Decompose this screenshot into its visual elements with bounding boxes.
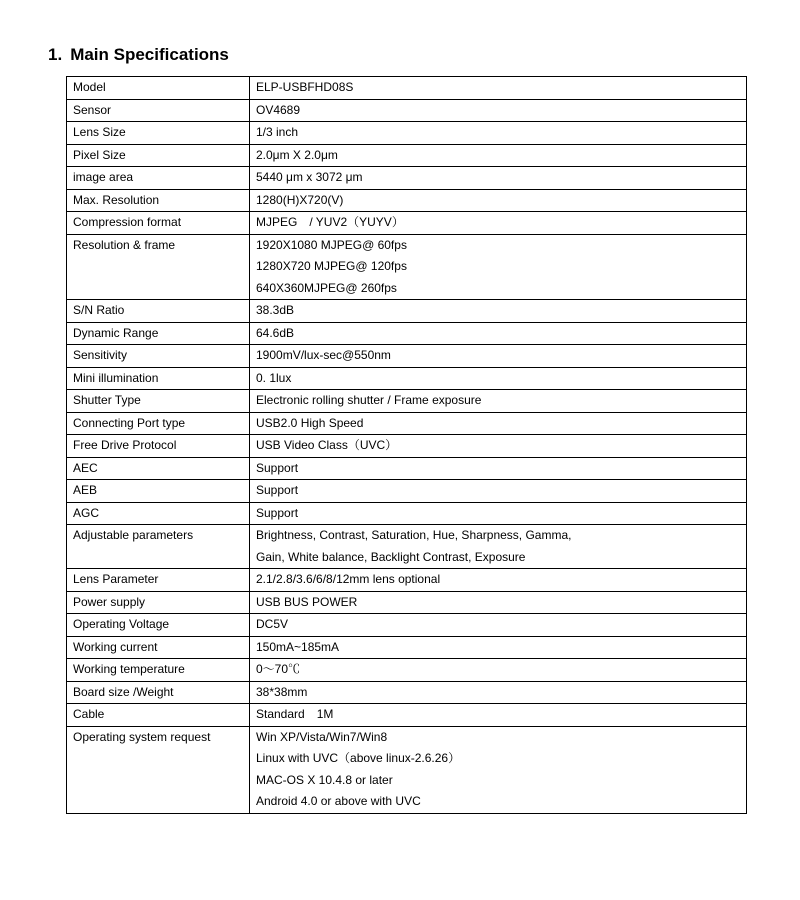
spec-row — [67, 212, 747, 235]
spec-value-cell — [250, 614, 747, 637]
spec-label-cell — [67, 189, 250, 212]
spec-value-cell — [250, 480, 747, 503]
spec-label: Connecting Port type — [73, 415, 186, 430]
spec-value: ELP-USBFHD08S — [256, 80, 354, 94]
spec-row — [67, 435, 747, 458]
spec-value-cell — [250, 300, 747, 323]
spec-value: Win XP/Vista/Win7/Win8 — [256, 729, 388, 744]
spec-label: AGC — [73, 505, 100, 520]
spec-value: Standard 1M — [256, 707, 334, 721]
spec-label-cell — [67, 569, 250, 592]
spec-value-cell — [250, 167, 747, 190]
spec-value: 1/3 inch — [256, 125, 299, 139]
spec-value-cell — [250, 390, 747, 413]
spec-label: AEC — [73, 460, 98, 475]
spec-value-cell — [250, 591, 747, 614]
spec-label-cell — [67, 367, 250, 390]
spec-row — [67, 167, 747, 190]
spec-value: Linux with UVC（above linux-2.6.26） — [256, 751, 461, 765]
spec-label-cell — [67, 457, 250, 480]
spec-value: Support — [256, 505, 299, 520]
spec-label-cell — [67, 726, 250, 813]
section-heading — [48, 45, 229, 65]
spec-label: AEB — [73, 483, 98, 497]
spec-label: S/N Ratio — [73, 303, 125, 317]
spec-label-cell — [67, 704, 250, 727]
spec-row — [67, 525, 747, 569]
spec-label-cell — [67, 144, 250, 167]
spec-label: Pixel Size — [73, 147, 126, 162]
spec-row — [67, 322, 747, 345]
spec-value-cell — [250, 659, 747, 682]
spec-value-cell — [250, 144, 747, 167]
spec-label-cell — [67, 614, 250, 637]
spec-label: Free Drive Protocol — [73, 438, 177, 452]
spec-label-cell — [67, 681, 250, 704]
spec-value-cell — [250, 234, 747, 300]
spec-label-cell — [67, 525, 250, 569]
spec-value: MJPEG / YUV2（YUYV） — [256, 215, 404, 229]
spec-label: Dynamic Range — [73, 325, 159, 340]
spec-value-cell — [250, 704, 747, 727]
spec-value-cell — [250, 457, 747, 480]
spec-label-cell — [67, 435, 250, 458]
spec-row — [67, 122, 747, 145]
spec-row — [67, 367, 747, 390]
spec-row — [67, 681, 747, 704]
spec-value: USB BUS POWER — [256, 594, 358, 609]
spec-label-cell — [67, 77, 250, 100]
spec-label-cell — [67, 659, 250, 682]
spec-value: 150mA~185mA — [256, 639, 340, 654]
spec-label-cell — [67, 591, 250, 614]
spec-value: 38.3dB — [256, 303, 295, 317]
spec-row — [67, 144, 747, 167]
spec-value: Electronic rolling shutter / Frame exposure — [256, 393, 482, 407]
spec-label: Adjustable parameters — [73, 528, 194, 542]
spec-label: Sensitivity — [73, 348, 128, 362]
spec-row — [67, 390, 747, 413]
spec-label-cell — [67, 212, 250, 235]
spec-label-cell — [67, 122, 250, 145]
spec-value: MAC-OS X 10.4.8 or later — [256, 772, 393, 787]
spec-label-cell — [67, 99, 250, 122]
spec-label-cell — [67, 345, 250, 368]
spec-row — [67, 614, 747, 637]
specifications-table-body — [67, 77, 747, 814]
spec-value-cell — [250, 681, 747, 704]
spec-value: Support — [256, 460, 299, 475]
section-title: Main Specifications — [70, 45, 229, 64]
spec-label: Compression format — [73, 215, 182, 229]
spec-value-cell — [250, 189, 747, 212]
spec-label: Max. Resolution — [73, 192, 160, 207]
spec-label-cell — [67, 390, 250, 413]
spec-label: Lens Size — [73, 125, 126, 139]
spec-label: Operating system request — [73, 729, 211, 744]
spec-value-cell — [250, 636, 747, 659]
spec-value-cell — [250, 726, 747, 813]
spec-value: USB2.0 High Speed — [256, 415, 364, 430]
spec-label-cell — [67, 234, 250, 300]
spec-value-cell — [250, 502, 747, 525]
spec-label: image area — [73, 170, 134, 184]
spec-value-cell — [250, 122, 747, 145]
spec-row — [67, 345, 747, 368]
spec-label-cell — [67, 300, 250, 323]
spec-label-cell — [67, 167, 250, 190]
spec-row — [67, 704, 747, 727]
spec-value: 1280(H)X720(V) — [256, 192, 344, 207]
spec-value: 64.6dB — [256, 325, 295, 340]
spec-label-cell — [67, 322, 250, 345]
spec-value-cell — [250, 525, 747, 569]
spec-value: DC5V — [256, 617, 289, 631]
spec-label: Lens Parameter — [73, 572, 159, 586]
spec-row — [67, 636, 747, 659]
spec-row — [67, 502, 747, 525]
spec-row — [67, 480, 747, 503]
spec-value: Gain, White balance, Backlight Contrast, Exposure — [256, 549, 526, 564]
spec-value-cell — [250, 322, 747, 345]
spec-value: 1900mV/lux-sec@550nm — [256, 348, 391, 362]
spec-label-cell — [67, 502, 250, 525]
spec-value-cell — [250, 345, 747, 368]
spec-label-cell — [67, 412, 250, 435]
spec-label: Cable — [73, 707, 105, 721]
spec-value: 0～70℃ — [256, 662, 301, 676]
spec-label: Board size /Weight — [73, 684, 174, 699]
spec-row — [67, 234, 747, 300]
spec-label: Resolution & frame — [73, 237, 176, 252]
spec-value-cell — [250, 412, 747, 435]
spec-value-cell — [250, 212, 747, 235]
spec-value: 2.0μm X 2.0μm — [256, 147, 338, 162]
spec-row — [67, 77, 747, 100]
spec-label-cell — [67, 636, 250, 659]
spec-row — [67, 569, 747, 592]
spec-row — [67, 591, 747, 614]
spec-row — [67, 99, 747, 122]
spec-value-cell — [250, 77, 747, 100]
spec-label: Operating Voltage — [73, 617, 170, 631]
spec-value: USB Video Class（UVC） — [256, 438, 398, 452]
spec-value: 38*38mm — [256, 684, 308, 699]
spec-row — [67, 300, 747, 323]
spec-value: 5440 μm x 3072 μm — [256, 170, 363, 184]
spec-label: Working current — [73, 639, 158, 654]
spec-label: Model — [73, 80, 106, 94]
spec-value-cell — [250, 99, 747, 122]
spec-value: 0. 1lux — [256, 370, 292, 385]
spec-row — [67, 412, 747, 435]
spec-value: Brightness, Contrast, Saturation, Hue, Sharpness, Gamma, — [256, 528, 572, 542]
spec-label: Power supply — [73, 594, 146, 609]
spec-value-cell — [250, 569, 747, 592]
spec-row — [67, 659, 747, 682]
spec-label: Shutter Type — [73, 393, 141, 407]
section-number: 1. — [48, 45, 63, 64]
spec-value: 1920X1080 MJPEG@ 60fps — [256, 237, 407, 252]
spec-value: Support — [256, 483, 299, 497]
spec-value-cell — [250, 435, 747, 458]
spec-value: 640X360MJPEG@ 260fps — [256, 280, 397, 295]
spec-value: OV4689 — [256, 102, 301, 117]
spec-label-cell — [67, 480, 250, 503]
spec-label: Sensor — [73, 102, 112, 117]
spec-value: 1280X720 MJPEG@ 120fps — [256, 259, 407, 273]
spec-row — [67, 726, 747, 813]
spec-value: Android 4.0 or above with UVC — [256, 794, 421, 808]
spec-label: Working temperature — [73, 662, 185, 676]
spec-value: 2.1/2.8/3.6/6/8/12mm lens optional — [256, 572, 441, 586]
spec-row — [67, 457, 747, 480]
spec-value-cell — [250, 367, 747, 390]
spec-row — [67, 189, 747, 212]
specifications-table — [66, 76, 747, 814]
spec-label: Mini illumination — [73, 370, 159, 385]
